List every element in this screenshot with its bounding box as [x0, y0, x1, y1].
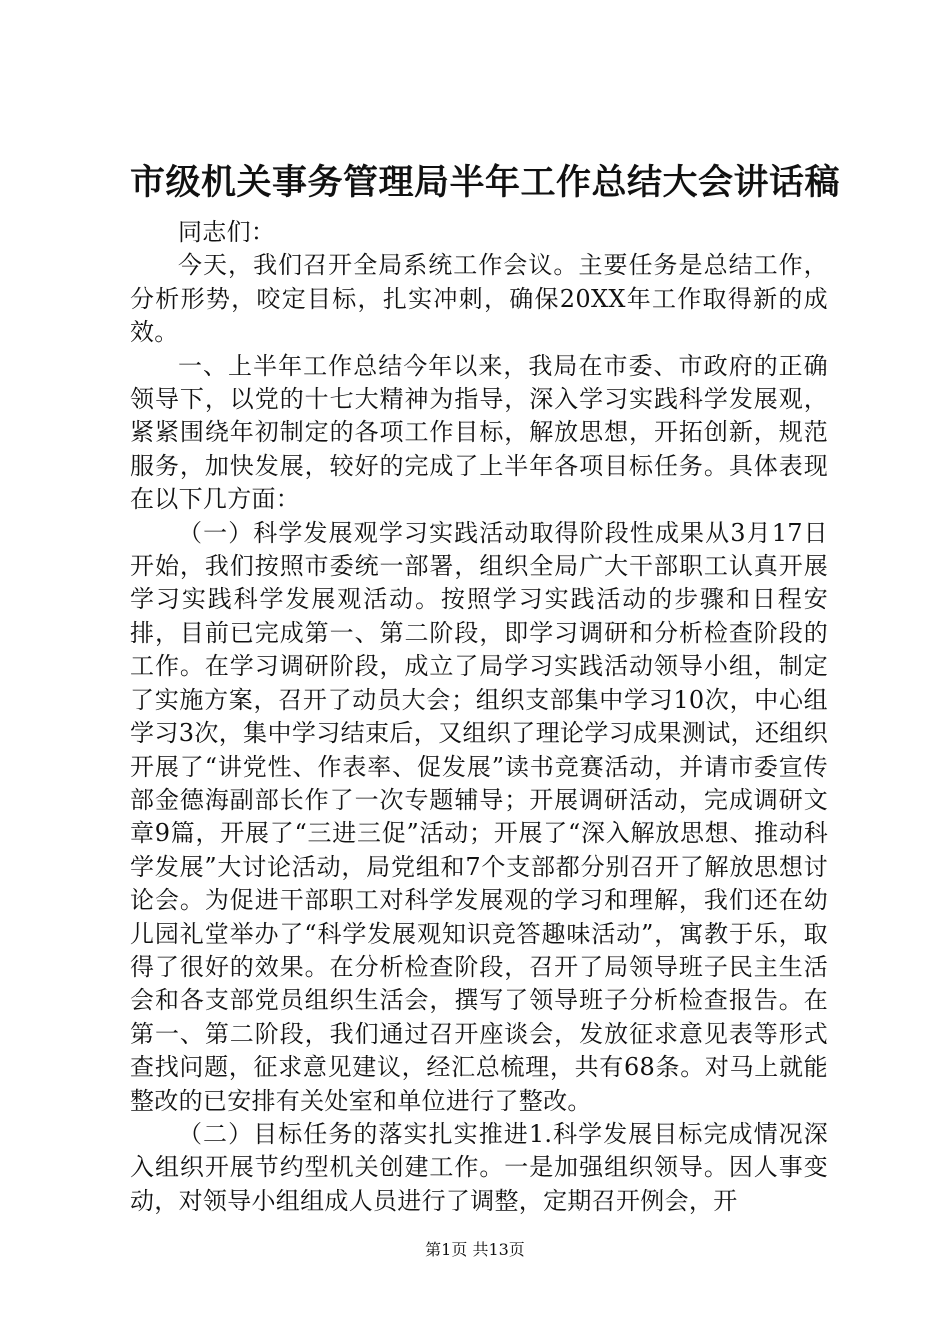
- document-page: [130, 150, 841, 1218]
- page-footer: 第1页 共13页: [425, 1240, 525, 1259]
- paragraph-subsection-one: （一）科学发展观学习实践活动取得阶段性成果从3月17日开始，我们按照市委统一部署，组织全局广大干部职工认真开展学习实践科学发展观活动。按照学习实践活动的步骤和日程安排，目前已完成第一、第二阶段，即学习调研和分析检查阶段的工作。在学习调研阶段，成立了局学习实践活动领导小组，制定了实施方案，召开了动员大会；组织支部集中学习10次，中心组学习3次，集中学习结束后，又组织了理论学习成果测试，还组织开展了“讲党性、作表率、促发展”读书竞赛活动，并请市委宣传部金德海副部长作了一次专题辅导；开展调研活动，完成调研文章9篇，开展了“三进三促”活动；开展了“深入解放思想、推动科学发展”大讨论活动，局党组和7个支部都分别召开了解放思想讨论会。为促进干部职工对科学发展观的学习和理解，我们还在幼儿园礼堂举办了“科学发展观知识竞答趣味活动”，寓教于乐，取得了很好的效果。在分析检查阶段，召开了局领导班子民主生活会和各支部党员组织生活会，撰写了领导班子分析检查报告。在第一、第二阶段，我们通过召开座谈会，发放征求意见表等形式查找问题，征求意见建议，经汇总梳理，共有68条。对马上就能整改的已安排有关处室和单位进行了整改。: [130, 518, 828, 1115]
- paragraph-intro: 今天，我们召开全局系统工作会议。主要任务是总结工作，分析形势，咬定目标，扎实冲刺，确保20XX年工作取得新的成效。: [130, 251, 828, 347]
- paragraph-salutation: 同志们：: [178, 218, 276, 246]
- document-title: 市级机关事务管理局半年工作总结大会讲话稿: [130, 162, 841, 203]
- document-body: [130, 216, 828, 1218]
- paragraph-subsection-two: （二）目标任务的落实扎实推进1.科学发展目标完成情况深入组织开展节约型机关创建工作。一是加强组织领导。因人事变动，对领导小组组成人员进行了调整，定期召开例会，开: [130, 1119, 828, 1215]
- paragraph-section-one: 一、上半年工作总结今年以来，我局在市委、市政府的正确领导下，以党的十七大精神为指导，深入学习实践科学发展观，紧紧围绕年初制定的各项工作目标，解放思想，开拓创新，规范服务，加快发展，较好的完成了上半年各项目标任务。具体表现在以下几方面：: [130, 351, 828, 514]
